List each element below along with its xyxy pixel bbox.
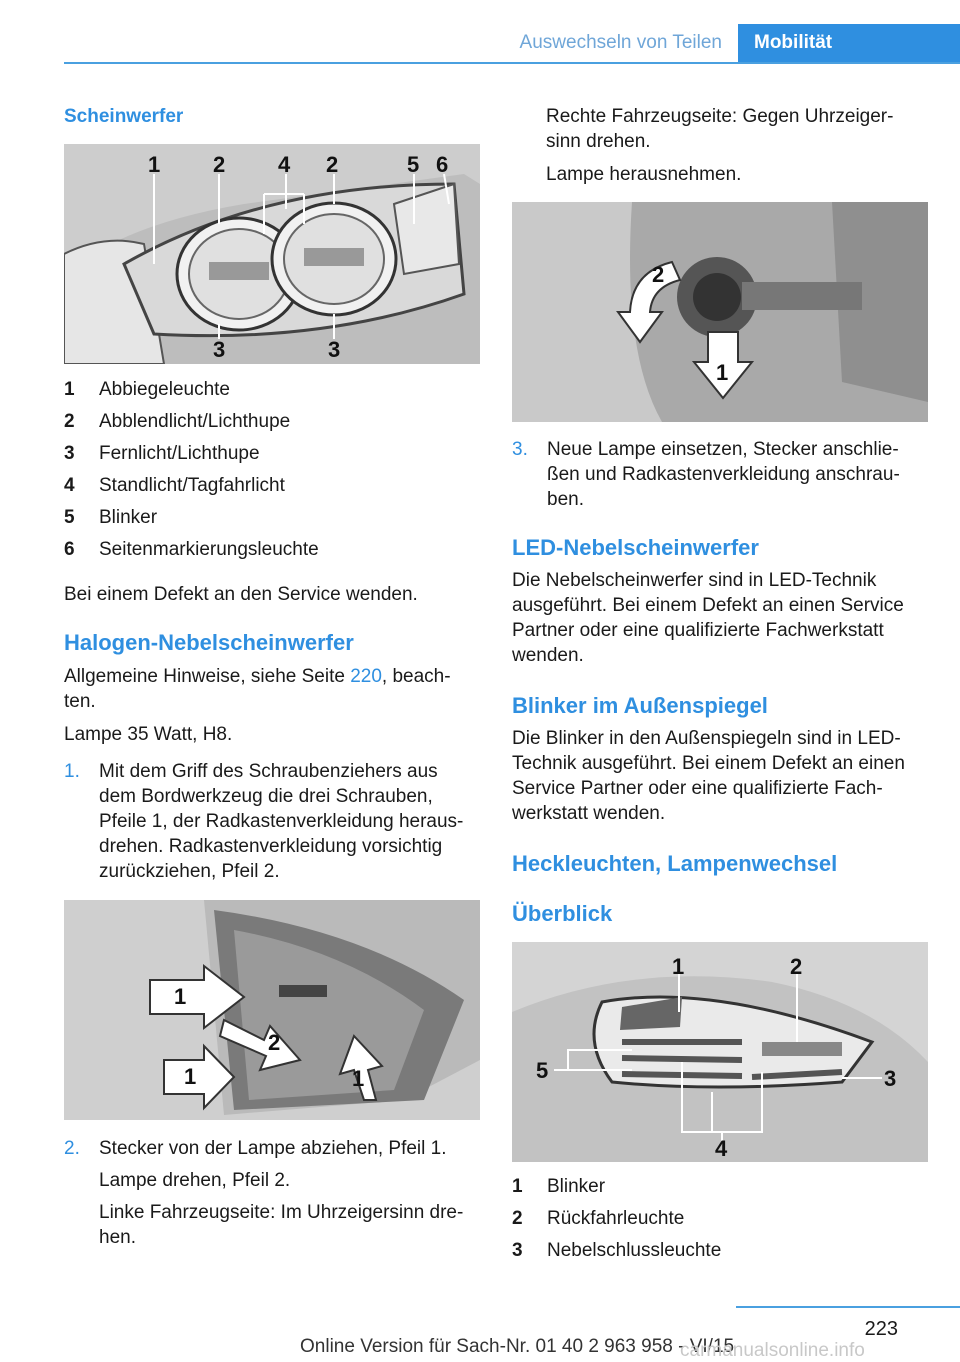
legend-number: 6 (64, 539, 75, 560)
step-text-line: Pfeile 1, der Radkastenverkleidung heraus- (99, 811, 464, 832)
cont-line: Rechte Fahrzeugseite: Gegen Uhrzeiger- (546, 106, 894, 127)
legend-item (512, 1171, 912, 1203)
lamp-spec: Lampe 35 Watt, H8. (64, 724, 233, 745)
led-text-line: ausgeführt. Bei einem Defekt an einen Service (512, 595, 904, 616)
legend-number: 3 (512, 1240, 523, 1261)
fig1-label: 5 (407, 152, 420, 177)
step-number: 2. (64, 1138, 80, 1159)
legend-text: Abblendlicht/Lichthupe (99, 411, 291, 432)
fig1-label: 2 (326, 152, 339, 177)
legend-item (64, 438, 464, 470)
legend-item (64, 502, 464, 534)
fig2-label: 1 (352, 1066, 365, 1091)
fig1-label: 6 (436, 152, 449, 177)
legend-text: Nebelschlussleuchte (547, 1240, 722, 1261)
lamp-removal-figure (512, 202, 928, 422)
legend-item (64, 470, 464, 502)
step-text-line: zurückziehen, Pfeil 2. (99, 861, 280, 882)
header-chapter-tab: Mobilität (738, 24, 960, 62)
defect-note: Bei einem Defekt an den Service wenden. (64, 584, 418, 605)
step-text-line: Stecker von der Lampe abziehen, Pfeil 1. (99, 1138, 447, 1159)
fig3-label: 1 (716, 360, 729, 385)
step-text-line: ben. (547, 489, 584, 510)
mirror-text-line: Die Blinker in den Außenspiegeln sind in LED- (512, 728, 901, 749)
step-number: 1. (64, 761, 80, 782)
header-section-title: Auswechseln von Teilen (519, 32, 722, 53)
legend-text: Rückfahrleuchte (547, 1208, 685, 1229)
fig1-label: 3 (213, 337, 226, 362)
legend-number: 2 (512, 1208, 523, 1229)
legend-number: 4 (64, 475, 75, 496)
step-text-line: Neue Lampe einsetzen, Stecker anschlie- (547, 439, 899, 460)
wheel-arch-figure (64, 900, 480, 1120)
fig4-label: 3 (884, 1066, 897, 1091)
watermark: carmanualsonline.info (680, 1340, 865, 1361)
footer-rule (736, 1306, 960, 1308)
heading-scheinwerfer: Scheinwerfer (64, 106, 184, 127)
cont-line: Lampe herausnehmen. (546, 164, 742, 185)
step-text-line: Linke Fahrzeugseite: Im Uhrzeigersinn dre- (99, 1202, 464, 1223)
headlight-figure (64, 144, 480, 364)
legend-number: 3 (64, 443, 75, 464)
page-number: 223 (864, 1318, 898, 1340)
mirror-text-line: Service Partner oder eine qualifizierte Fach- (512, 778, 883, 799)
fig1-label: 2 (213, 152, 226, 177)
fig1-label: 4 (278, 152, 291, 177)
heading-tail-lights: Heckleuchten, Lampenwechsel (512, 851, 838, 876)
legend-text: Fernlicht/Lichthupe (99, 443, 260, 464)
legend-text: Abbiegeleuchte (99, 379, 230, 400)
heading-mirror-blinker: Blinker im Außenspiegel (512, 693, 768, 718)
step-text-line: drehen. Radkastenverkleidung vorsichtig (99, 836, 443, 857)
led-text-line: Die Nebelscheinwerfer sind in LED-Technik (512, 570, 877, 591)
page-header (64, 0, 960, 64)
general-notes-line-2: ten. (64, 691, 96, 712)
step-number: 3. (512, 439, 528, 460)
legend-text: Seitenmarkierungsleuchte (99, 539, 319, 560)
general-notes-text: , beach- (381, 666, 451, 687)
fig1-label: 1 (148, 152, 161, 177)
tail-light-figure (512, 942, 928, 1162)
heading-led-fog: LED-Nebelscheinwerfer (512, 535, 759, 560)
mirror-text-line: Technik ausgeführt. Bei einem Defekt an einen (512, 753, 905, 774)
fig2-label: 2 (268, 1030, 281, 1055)
heading-overview: Überblick (512, 901, 613, 926)
step-text-line: Lampe drehen, Pfeil 2. (99, 1170, 291, 1191)
fig1-label: 3 (328, 337, 341, 362)
fig2-label: 1 (184, 1064, 197, 1089)
fig3-label: 2 (652, 262, 665, 287)
step-text-line: Mit dem Griff des Schraubenziehers aus (99, 761, 438, 782)
online-version-note: Online Version für Sach-Nr. 01 40 2 963 958 - VI/15 (300, 1336, 735, 1357)
led-text-line: Partner oder eine qualifizierte Fachwerkstatt (512, 620, 884, 641)
legend-number: 2 (64, 411, 75, 432)
fig4-label: 2 (790, 954, 803, 979)
step-text-line: ßen und Radkastenverkleidung anschrau- (547, 464, 900, 485)
legend-text: Blinker (99, 507, 158, 528)
general-notes-text: Allgemeine Hinweise, siehe Seite (64, 666, 351, 687)
step-text-line: hen. (99, 1227, 136, 1248)
heading-halogen: Halogen-Nebelscheinwerfer (64, 630, 354, 655)
legend-number: 1 (512, 1176, 523, 1197)
fig4-label: 4 (715, 1136, 728, 1161)
legend-item (64, 374, 464, 406)
legend-item (512, 1203, 912, 1235)
page-link-220[interactable]: 220 (350, 666, 382, 687)
legend-item (64, 406, 464, 438)
mirror-text-line: werkstatt wenden. (512, 803, 666, 824)
fig4-label: 5 (536, 1058, 549, 1083)
legend-item (64, 534, 464, 566)
fig2-label: 1 (174, 984, 187, 1009)
legend-text: Standlicht/Tagfahrlicht (99, 475, 285, 496)
legend-number: 5 (64, 507, 75, 528)
general-notes-line (64, 664, 451, 689)
legend-item (512, 1235, 912, 1267)
cont-line: sinn drehen. (546, 131, 651, 152)
led-text-line: wenden. (512, 645, 584, 666)
step-text-line: dem Bordwerkzeug die drei Schrauben, (99, 786, 433, 807)
legend-text: Blinker (547, 1176, 606, 1197)
fig4-label: 1 (672, 954, 685, 979)
legend-number: 1 (64, 379, 75, 400)
